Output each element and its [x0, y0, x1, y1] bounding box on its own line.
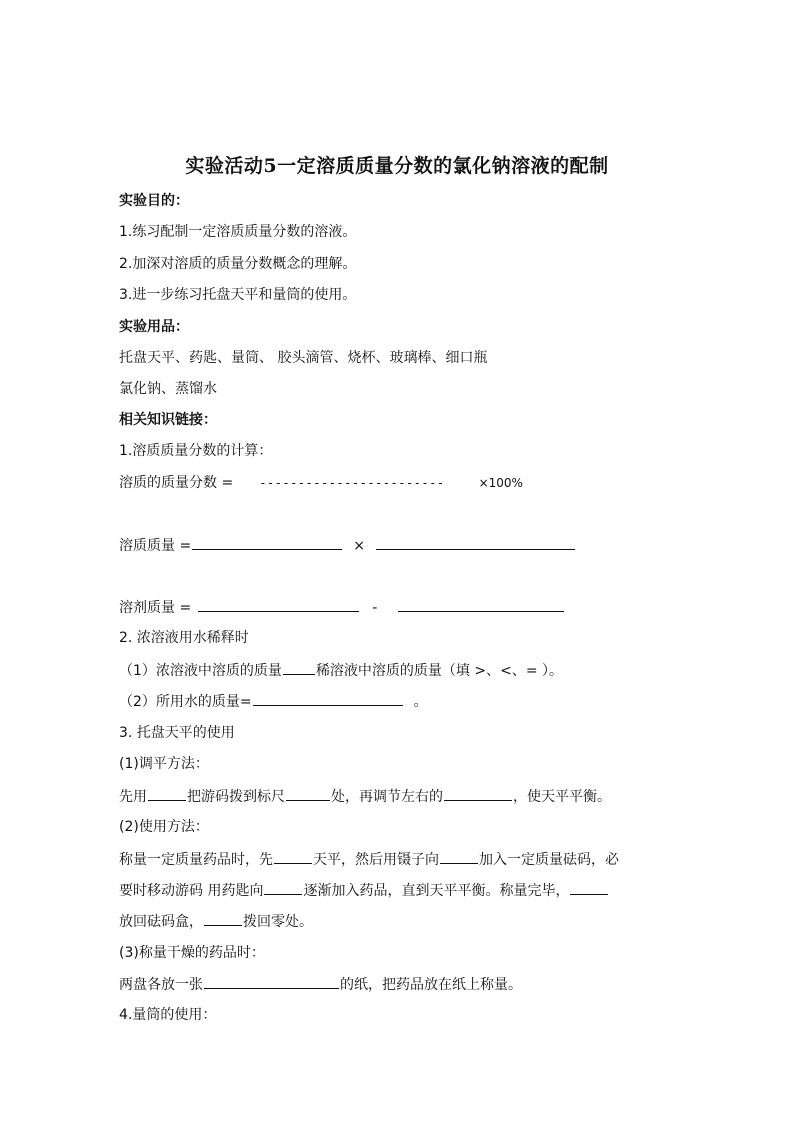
s32-l3-text-b: 拨回零处。	[243, 914, 313, 930]
s31-text-c: 处，再调节左右的	[331, 789, 443, 805]
blank-tool[interactable]	[148, 786, 186, 801]
section-3-heading: 3. 托盘天平的使用	[119, 725, 235, 741]
s32-l3-text-a: 放回砝码盒，	[119, 914, 203, 930]
supplies-heading: 实验用品：	[119, 319, 189, 335]
s2-q1-text-b: 稀溶液中溶质的质量（填 >、<、= ）。	[315, 663, 564, 679]
blank-adjuster[interactable]	[444, 786, 512, 801]
section-3-2-line-1	[119, 849, 619, 870]
blank-solvent-2[interactable]	[398, 597, 564, 612]
formula-solvent-mass	[119, 597, 565, 618]
formula-1-right: ×100%	[478, 476, 523, 490]
section-3-2-line-2	[119, 880, 609, 901]
blank-step-1[interactable]	[274, 849, 312, 864]
s31-text-b: 把游码拨到标尺	[187, 789, 285, 805]
section-3-3-heading: (3)称量干燥的药品时：	[119, 945, 265, 961]
blank-paper[interactable]	[204, 974, 339, 989]
section-2-question-1	[119, 660, 563, 681]
s2-q2-text-a: （2）所用水的质量=	[119, 694, 252, 710]
section-3-3-text	[119, 974, 522, 995]
section-3-2-line-3	[119, 911, 313, 932]
section-2-question-2	[119, 691, 428, 712]
formula-1-left: 溶质的质量分数 =	[119, 475, 234, 491]
s33-text-b: 的纸，把药品放在纸上称量。	[340, 977, 522, 993]
section-3-1-text	[119, 786, 611, 807]
section-1-heading: 1.溶质质量分数的计算：	[119, 443, 273, 459]
blank-water-mass[interactable]	[253, 691, 403, 706]
fraction-bar: ------------------------	[259, 476, 445, 490]
purpose-item-3: 3.进一步练习托盘天平和量筒的使用。	[119, 287, 357, 303]
s32-l1-text-b: 天平，然后用镊子向	[313, 852, 439, 868]
blank-scale-mark[interactable]	[286, 786, 330, 801]
formula-3-op: -	[372, 600, 378, 616]
s31-text-a: 先用	[119, 789, 147, 805]
s2-q1-text-a: （1）浓溶液中溶质的质量	[119, 663, 282, 679]
formula-mass-fraction	[119, 473, 523, 493]
knowledge-heading: 相关知识链接：	[119, 412, 217, 428]
s32-l1-text-c: 加入一定质量砝码，必	[479, 852, 619, 868]
blank-solute-2[interactable]	[376, 535, 575, 550]
blank-pan-2[interactable]	[264, 880, 302, 895]
s32-l2-text-b: 逐渐加入药品，直到天平平衡。称量完毕，	[303, 883, 570, 899]
blank-rider[interactable]	[204, 911, 242, 926]
formula-2-op: ×	[353, 538, 365, 554]
blank-compare[interactable]	[283, 660, 315, 675]
page-title: 实验活动5一定溶质质量分数的氯化钠溶液的配制	[185, 155, 609, 177]
formula-solute-mass	[119, 535, 576, 556]
s31-text-d: ，使天平平衡。	[513, 789, 611, 805]
s32-l2-text-a: 要时移动游码 用药匙向	[119, 883, 264, 899]
blank-solute-1[interactable]	[192, 535, 342, 550]
blank-solvent-1[interactable]	[198, 597, 359, 612]
purpose-item-1: 1.练习配制一定溶质质量分数的溶液。	[119, 224, 357, 240]
section-3-2-heading: (2)使用方法：	[119, 819, 209, 835]
formula-2-left: 溶质质量 =	[119, 538, 192, 554]
s32-l1-text-a: 称量一定质量药品时，先	[119, 852, 273, 868]
section-3-1-heading: (1)调平方法：	[119, 756, 209, 772]
section-4-heading: 4.量筒的使用：	[119, 1007, 217, 1023]
section-2-heading: 2. 浓溶液用水稀释时	[119, 630, 249, 646]
s33-text-a: 两盘各放一张	[119, 977, 203, 993]
blank-weights[interactable]	[570, 880, 608, 895]
purpose-heading: 实验目的：	[119, 193, 189, 209]
supplies-line-1: 托盘天平、药匙、量筒、 胶头滴管、烧杯、玻璃棒、细口瓶	[119, 350, 488, 366]
s2-q2-text-b: 。	[413, 694, 428, 710]
blank-pan-1[interactable]	[440, 849, 478, 864]
purpose-item-2: 2.加深对溶质的质量分数概念的理解。	[119, 256, 357, 272]
supplies-line-2: 氯化钠、蒸馏水	[119, 381, 217, 397]
formula-3-left: 溶剂质量 =	[119, 600, 192, 616]
